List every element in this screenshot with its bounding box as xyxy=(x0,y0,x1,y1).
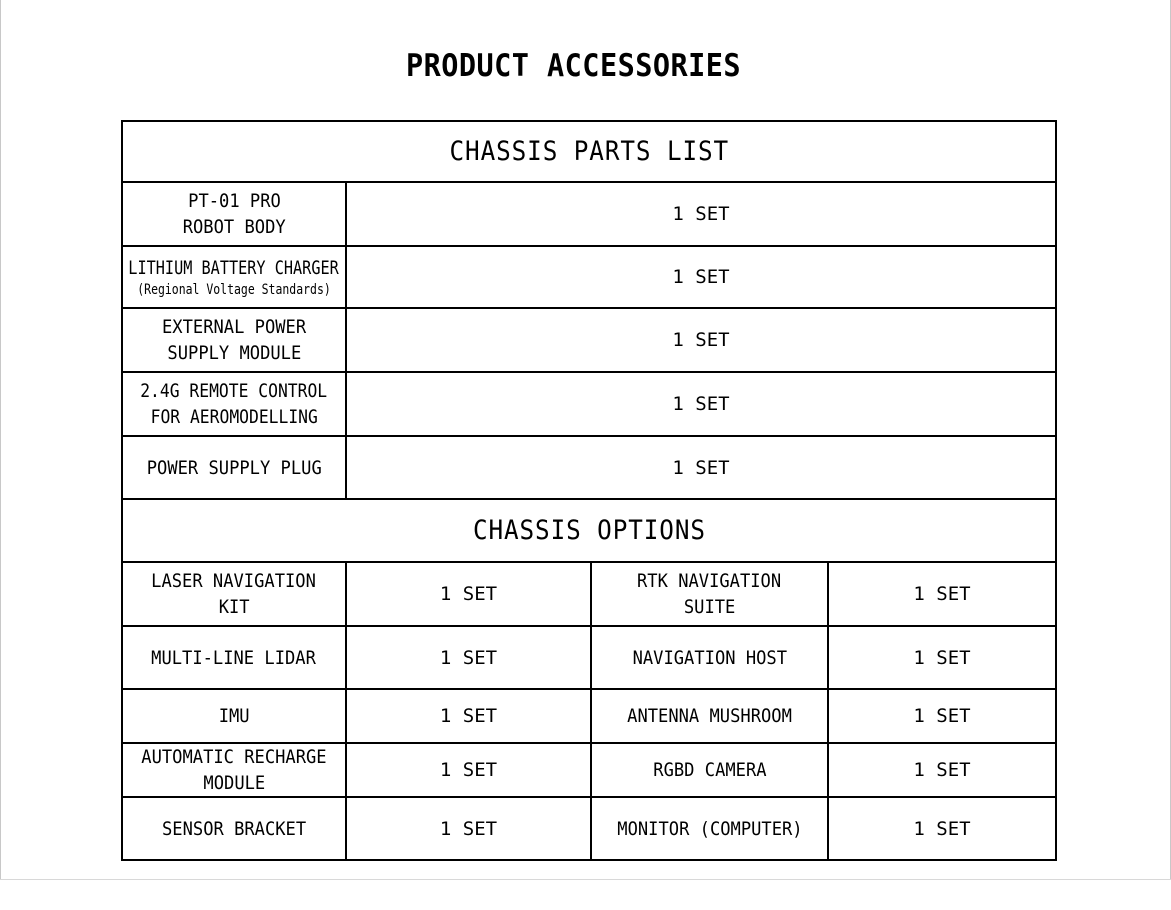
parts-list-header xyxy=(123,122,1055,181)
qty-value: 1 SET xyxy=(913,705,971,727)
item-line: IMU xyxy=(218,705,250,727)
item-line: SENSOR BRACKET xyxy=(161,817,307,840)
qty-value: 1 SET xyxy=(672,456,730,479)
qty-value: 1 SET xyxy=(913,759,971,781)
parts-row-qty xyxy=(347,247,1055,307)
option-right-item xyxy=(592,690,827,742)
item-line: RTK NAVIGATION xyxy=(637,570,782,592)
item-line: 2.4G REMOTE CONTROL xyxy=(140,380,328,402)
item-line: AUTOMATIC RECHARGE xyxy=(141,746,327,768)
qty-value: 1 SET xyxy=(672,329,730,351)
parts-row-qty xyxy=(347,373,1055,435)
item-line: LASER NAVIGATION xyxy=(151,570,317,592)
item-line: ANTENNA MUSHROOM xyxy=(627,705,792,727)
option-left-item xyxy=(123,690,345,742)
option-right-qty xyxy=(829,798,1055,859)
page-frame-bottom xyxy=(0,879,1171,880)
item-line: MODULE xyxy=(203,772,265,794)
qty-value: 1 SET xyxy=(439,759,498,781)
option-right-qty xyxy=(829,690,1055,742)
option-left-item xyxy=(123,627,345,688)
option-left-qty xyxy=(347,798,590,859)
option-left-qty xyxy=(347,627,590,688)
options-header xyxy=(123,500,1055,561)
item-line: POWER SUPPLY PLUG xyxy=(146,456,322,479)
qty-value: 1 SET xyxy=(672,203,730,225)
parts-row-qty xyxy=(347,183,1055,245)
qty-value: 1 SET xyxy=(439,646,498,669)
option-right-item xyxy=(592,744,827,796)
qty-value: 1 SET xyxy=(672,266,730,288)
item-line: LITHIUM BATTERY CHARGER xyxy=(128,257,340,279)
qty-value: 1 SET xyxy=(439,817,498,840)
parts-row-item xyxy=(123,309,345,371)
option-left-item xyxy=(123,744,345,796)
parts-row-qty xyxy=(347,309,1055,371)
item-line: SUITE xyxy=(683,596,736,618)
qty-value: 1 SET xyxy=(913,817,971,840)
parts-row-item xyxy=(123,373,345,435)
qty-value: 1 SET xyxy=(439,705,498,727)
item-line: ROBOT BODY xyxy=(182,216,286,238)
qty-value: 1 SET xyxy=(672,393,730,415)
parts-list-header-text: CHASSIS PARTS LIST xyxy=(449,136,729,167)
item-line: FOR AEROMODELLING xyxy=(150,406,318,428)
item-line: SUPPLY MODULE xyxy=(167,342,301,364)
item-line: KIT xyxy=(218,596,250,618)
item-line: RGBD CAMERA xyxy=(652,759,767,781)
qty-value: 1 SET xyxy=(913,646,971,669)
item-note: (Regional Voltage Standards) xyxy=(137,282,331,298)
option-right-qty xyxy=(829,744,1055,796)
parts-row-qty xyxy=(347,437,1055,498)
option-right-item xyxy=(592,798,827,859)
qty-value: 1 SET xyxy=(439,583,498,605)
parts-row-item xyxy=(123,437,345,498)
option-right-qty xyxy=(829,627,1055,688)
parts-row-item xyxy=(123,247,345,307)
option-left-qty xyxy=(347,744,590,796)
parts-row-item xyxy=(123,183,345,245)
option-right-qty xyxy=(829,563,1055,625)
item-line: MONITOR (COMPUTER) xyxy=(616,817,803,840)
item-line: EXTERNAL POWER xyxy=(161,316,307,338)
item-line: MULTI-LINE LIDAR xyxy=(151,646,317,669)
page-frame-left xyxy=(0,0,1,880)
option-left-item xyxy=(123,798,345,859)
item-line: PT-01 PRO xyxy=(187,190,281,212)
page-title: PRODUCT ACCESSORIES xyxy=(406,48,741,84)
option-left-qty xyxy=(347,690,590,742)
item-line: NAVIGATION HOST xyxy=(632,646,787,669)
options-header-text: CHASSIS OPTIONS xyxy=(472,515,706,546)
option-left-item xyxy=(123,563,345,625)
option-right-item xyxy=(592,563,827,625)
option-left-qty xyxy=(347,563,590,625)
qty-value: 1 SET xyxy=(913,583,971,605)
option-right-item xyxy=(592,627,827,688)
